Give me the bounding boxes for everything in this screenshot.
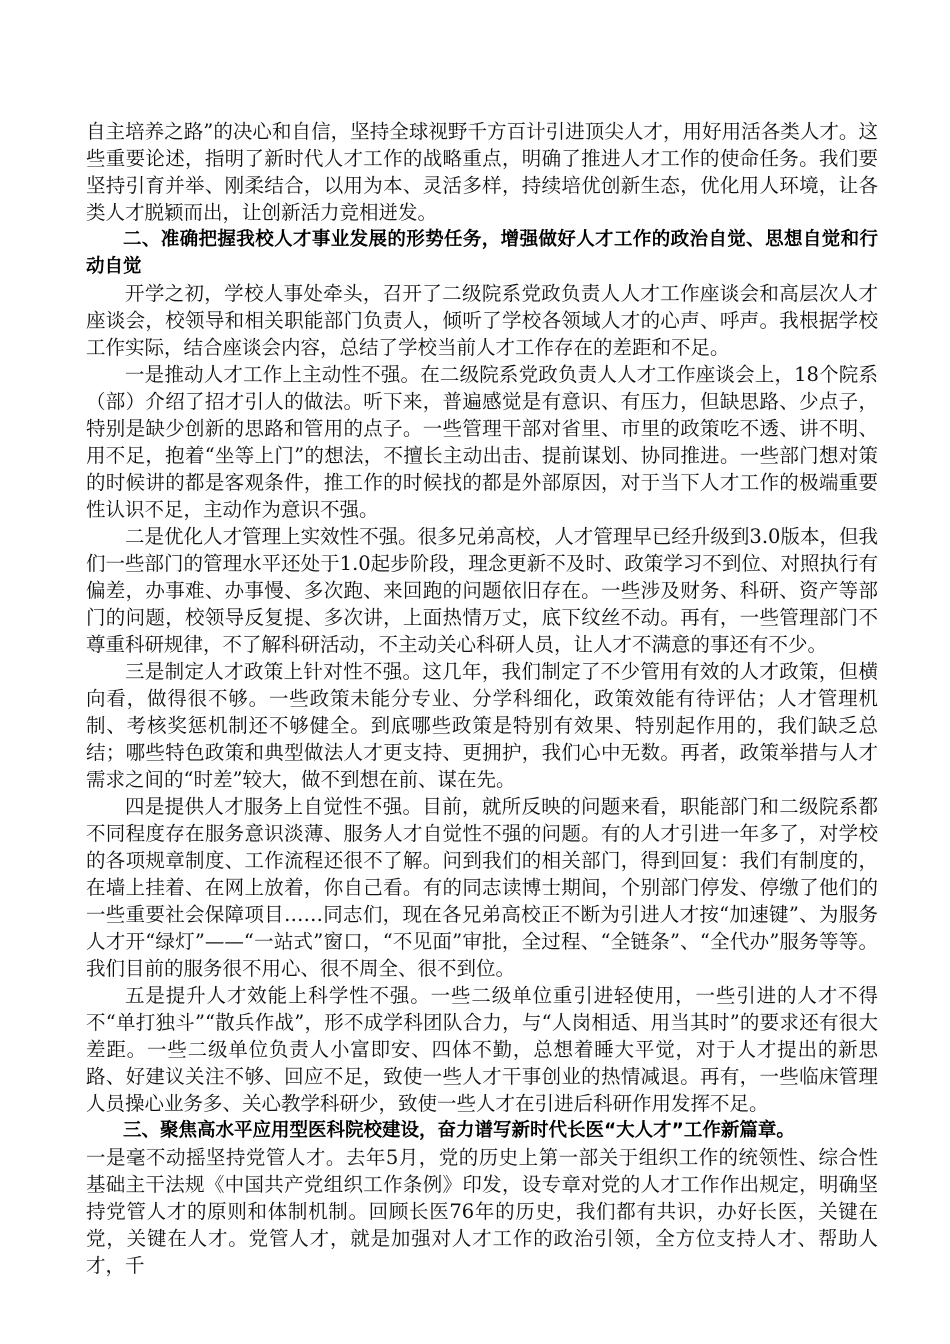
document-body: [86, 118, 878, 1279]
body-paragraph: 一是毫不动摇坚持党管人才。去年5月，党的历史上第一部关于组织工作的统领性、综合性基础主干法规《中国共产党组织工作条例》印发，设专章对党的人才工作作出规定，明确坚持党管人才的原则和体制机制。回顾长医76年的历史，我们都有共识，办好长医，关键在党，关键在人才。党管人才，就是加强对人才工作的政治引领，全方位支持人才、帮助人才，千: [86, 1146, 878, 1277]
body-paragraph: 四是提供人才服务上自觉性不强。目前，就所反映的问题来看，职能部门和二级院系都不同程度存在服务意识淡薄、服务人才自觉性不强的问题。有的人才引进一年多了，对学校的各项规章制度、工作流程还很不了解。问到我们的相关部门，得到回复：我们有制度的，在墙上挂着、在网上放着，你自己看。有的同志读博士期间，个别部门停发、停缴了他们的一些重要社会保障项目……同志们，现在各兄弟高校正不断为引进人才按“加速键”、为服务人才开“绿灯”——“一站式”窗口，“不见面”审批，全过程、“全链条”、“全代办”服务等等。我们目前的服务很不用心、很不周全、很不到位。: [86, 795, 878, 980]
body-paragraph: 开学之初，学校人事处牵头，召开了二级院系党政负责人人才工作座谈会和高层次人才座谈会，校领导和相关职能部门负责人，倾听了学校各领域人才的心声、呼声。我根据学校工作实际，结合座谈会内容，总结了学校当前人才工作存在的差距和不足。: [86, 282, 878, 359]
body-paragraph-continuation: 自主培养之路”的决心和自信，坚持全球视野千方百计引进顶尖人才，用好用活各类人才。这些重要论述，指明了新时代人才工作的战略重点，明确了推进人才工作的使命任务。我们要坚持引育并举、刚柔结合，以用为本、灵活多样，持续培优创新生态，优化用人环境，让各类人才脱颖而出，让创新活力竞相迸发。: [86, 120, 878, 224]
body-paragraph: 二是优化人才管理上实效性不强。很多兄弟高校，人才管理早已经升级到3.0版本，但我们一些部门的管理水平还处于1.0起步阶段，理念更新不及时、政策学习不到位、对照执行有偏差，办事难、办事慢、多次跑、来回跑的问题依旧存在。一些涉及财务、科研、资产等部门的问题，校领导反复提、多次讲，上面热情万丈，底下纹丝不动。再有，一些管理部门不尊重科研规律，不了解科研活动，不主动关心科研人员，让人才不满意的事还有不少。: [86, 525, 878, 656]
body-paragraph: 五是提升人才效能上科学性不强。一些二级单位重引进轻使用，一些引进的人才不得不“单打独斗”“散兵作战”，形不成学科团队合力，与“人岗相适、用当其时”的要求还有很大差距。一些二级单位负责人小富即安、四体不勤，总想着睡大平觉，对于人才提出的新思路、好建议关注不够、回应不足，致使一些人才干事创业的热情减退。再有，一些临床管理人员操心业务多、关心教学科研少，致使一些人才在引进后科研作用发挥不足。: [86, 984, 878, 1115]
section-heading-2: 二、准确把握我校人才事业发展的形势任务，增强做好人才工作的政治自觉、思想自觉和行动自觉: [86, 229, 878, 277]
body-paragraph: 三是制定人才政策上针对性不强。这几年，我们制定了不少管用有效的人才政策，但横向看，做得很不够。一些政策未能分专业、分学科细化，政策效能有待评估；人才管理机制、考核奖惩机制还不够健全。到底哪些政策是特别有效果、特别起作用的，我们缺乏总结；哪些特色政策和典型做法人才更支持、更拥护，我们心中无数。再者，政策举措与人才需求之间的“时差”较大，做不到想在前、谋在先。: [86, 660, 878, 791]
section-heading-3: 三、聚焦高水平应用型医科院校建设，奋力谱写新时代长医“大人才”工作新篇章。: [123, 1120, 795, 1141]
body-paragraph: 一是推动人才工作上主动性不强。在二级院系党政负责人人才工作座谈会上，18个院系（部）介绍了招才引人的做法。听下来，普遍感觉是有意识、有压力，但缺思路、少点子，特别是缺少创新的思路和管用的点子。一些管理干部对省里、市里的政策吃不透、讲不明、用不足，抱着“坐等上门”的想法，不擅长主动出击、提前谋划、协同推进。一些部门想对策的时候讲的都是客观条件，推工作的时候找的都是外部原因，对于当下人才工作的极端重要性认识不足，主动作为意识不强。: [86, 363, 878, 521]
